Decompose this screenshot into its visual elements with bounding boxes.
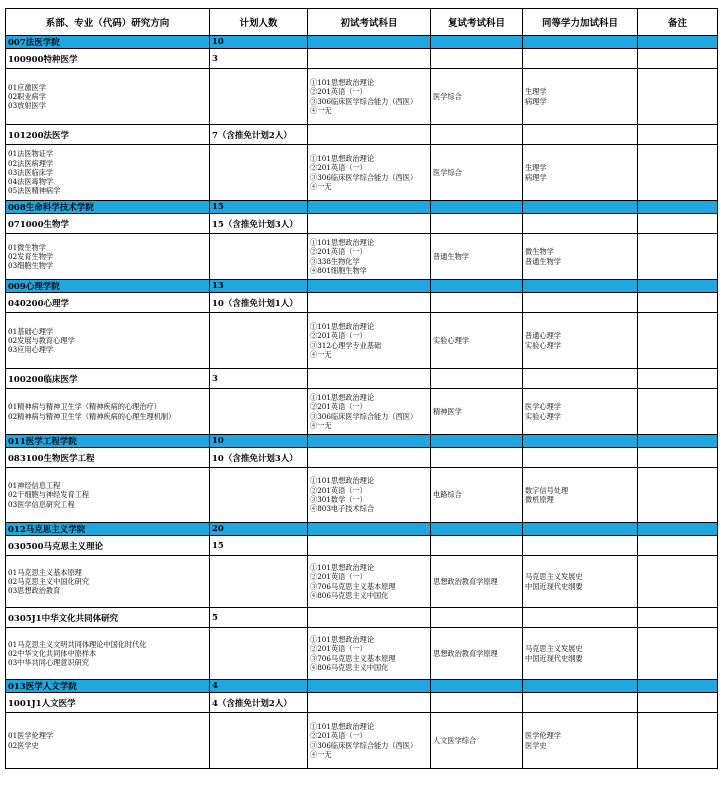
major-empty-cell <box>308 293 431 313</box>
extra-item: 病理学 <box>525 96 547 106</box>
major-empty-cell <box>523 49 638 69</box>
school-quota: 10 <box>210 435 308 448</box>
school-empty-cell <box>523 680 638 693</box>
quota-empty-cell <box>210 389 308 435</box>
major-row <box>6 293 718 313</box>
major-empty-cell <box>308 693 431 713</box>
major-empty-cell <box>308 536 431 556</box>
major-empty-cell <box>523 448 638 468</box>
quota-empty-cell <box>210 313 308 369</box>
direction-item: 02法医病理学 <box>8 158 54 168</box>
major-empty-cell <box>523 293 638 313</box>
school-empty-cell <box>638 680 718 693</box>
extra-item: 实验心理学 <box>525 411 561 421</box>
extra-exam-subjects <box>523 468 638 523</box>
major-empty-cell <box>308 125 431 145</box>
direction-item: 01马克思主义文明共同体理论中国化时代化 <box>8 639 147 649</box>
direction-item: 01医学伦理学 <box>8 731 54 741</box>
table-body <box>6 36 718 769</box>
major-empty-cell <box>638 693 718 713</box>
exam-item: ②201英语（一） <box>310 485 367 495</box>
major-name: 101200法医学 <box>6 125 210 145</box>
school-quota: 13 <box>210 280 308 293</box>
major-empty-cell <box>431 125 523 145</box>
research-directions <box>6 556 210 608</box>
school-quota: 15 <box>210 201 308 214</box>
remarks-cell <box>638 313 718 369</box>
detail-row <box>6 145 718 201</box>
school-name: 009心理学院 <box>6 280 210 293</box>
school-empty-cell <box>523 280 638 293</box>
exam-item: ①101思想政治理论 <box>310 153 375 163</box>
initial-exam-subjects <box>308 468 431 523</box>
extra-item: 病理学 <box>525 172 547 182</box>
school-quota: 4 <box>210 680 308 693</box>
research-directions <box>6 313 210 369</box>
school-empty-cell <box>431 435 523 448</box>
quota-empty-cell <box>210 145 308 201</box>
exam-item: ③312心理学专业基础 <box>310 340 382 350</box>
direction-item: 01微生物学 <box>8 242 46 252</box>
extra-exam-subjects <box>523 713 638 769</box>
school-empty-cell <box>308 680 431 693</box>
direction-item: 01马克思主义基本原理 <box>8 567 82 577</box>
major-empty-cell <box>638 293 718 313</box>
direction-item: 03思想政治教育 <box>8 586 61 596</box>
major-row <box>6 693 718 713</box>
school-empty-cell <box>638 435 718 448</box>
major-name: 1001J1人文医学 <box>6 693 210 713</box>
exam-item: ②201英语（一） <box>310 731 367 741</box>
retest-subject: 思想政治教育学原理 <box>431 628 523 680</box>
remarks-cell <box>638 468 718 523</box>
major-empty-cell <box>638 214 718 234</box>
school-empty-cell <box>431 280 523 293</box>
detail-row <box>6 234 718 280</box>
quota-empty-cell <box>210 713 308 769</box>
extra-item: 医学史 <box>525 740 547 750</box>
exam-item: ④一无 <box>310 105 332 115</box>
school-empty-cell <box>308 435 431 448</box>
school-row <box>6 523 718 536</box>
exam-item: ①101思想政治理论 <box>310 634 375 644</box>
major-name: 030500马克思主义理论 <box>6 536 210 556</box>
school-empty-cell <box>308 36 431 49</box>
extra-item: 普通心理学 <box>525 331 561 341</box>
major-empty-cell <box>431 536 523 556</box>
extra-item: 实验心理学 <box>525 340 561 350</box>
major-empty-cell <box>523 214 638 234</box>
exam-item: ④803电子技术综合 <box>310 504 375 514</box>
major-row <box>6 214 718 234</box>
extra-exam-subjects <box>523 69 638 125</box>
extra-item: 数字信号处理 <box>525 485 569 495</box>
major-quota: 3 <box>210 369 308 389</box>
initial-exam-subjects <box>308 556 431 608</box>
major-quota: 10（含推免计划1人） <box>210 293 308 313</box>
major-name: 100900特种医学 <box>6 49 210 69</box>
major-empty-cell <box>523 536 638 556</box>
school-row <box>6 201 718 214</box>
major-row <box>6 49 718 69</box>
school-name: 012马克思主义学院 <box>6 523 210 536</box>
exam-item: ④一无 <box>310 181 332 191</box>
exam-item: ②201英语（一） <box>310 87 367 97</box>
research-directions <box>6 628 210 680</box>
direction-item: 02医学史 <box>8 740 39 750</box>
extra-exam-subjects <box>523 145 638 201</box>
direction-item: 02干细胞与神经发育工程 <box>8 490 90 500</box>
direction-item: 03法医临床学 <box>8 167 54 177</box>
direction-item: 02马克思主义中国化研究 <box>8 576 90 586</box>
initial-exam-subjects <box>308 234 431 280</box>
exam-item: ①101思想政治理论 <box>310 476 375 486</box>
major-quota: 4（含推免计划2人） <box>210 693 308 713</box>
exam-item: ②201英语（一） <box>310 572 367 582</box>
extra-item: 生理学 <box>525 87 547 97</box>
exam-item: ②201英语（一） <box>310 644 367 654</box>
major-empty-cell <box>523 608 638 628</box>
header-initial-exam: 初试考试科目 <box>308 9 431 36</box>
remarks-cell <box>638 234 718 280</box>
header-row <box>6 9 718 36</box>
remarks-cell <box>638 556 718 608</box>
extra-item: 普通生物学 <box>525 256 561 266</box>
major-name: 071000生物学 <box>6 214 210 234</box>
exam-item: ④806马克思主义中国化 <box>310 590 389 600</box>
school-empty-cell <box>431 680 523 693</box>
exam-item: ②201英语（一） <box>310 163 367 173</box>
major-empty-cell <box>308 369 431 389</box>
header-remarks: 备注 <box>638 9 718 36</box>
extra-exam-subjects <box>523 556 638 608</box>
exam-item: ④806马克思主义中国化 <box>310 662 389 672</box>
quota-empty-cell <box>210 628 308 680</box>
extra-item: 中国近现代史纲要 <box>525 653 583 663</box>
direction-item: 02发育生物学 <box>8 251 54 261</box>
school-row <box>6 435 718 448</box>
header-retest: 复试考试科目 <box>431 9 523 36</box>
extra-item: 微生物学 <box>525 247 554 257</box>
school-empty-cell <box>308 201 431 214</box>
school-name: 011医学工程学院 <box>6 435 210 448</box>
major-quota: 3 <box>210 49 308 69</box>
exam-item: ②201英语（一） <box>310 247 367 257</box>
school-empty-cell <box>638 36 718 49</box>
retest-subject: 电路综合 <box>431 468 523 523</box>
major-quota: 15（含推免计划3人） <box>210 214 308 234</box>
exam-item: ①101思想政治理论 <box>310 237 375 247</box>
major-empty-cell <box>523 125 638 145</box>
school-empty-cell <box>638 280 718 293</box>
extra-exam-subjects <box>523 234 638 280</box>
initial-exam-subjects <box>308 389 431 435</box>
major-empty-cell <box>431 369 523 389</box>
direction-item: 02精神病与精神卫生学（精神疾病的心理生理机制） <box>8 411 176 421</box>
exam-item: ②201英语（一） <box>310 331 367 341</box>
initial-exam-subjects <box>308 145 431 201</box>
exam-item: ②201英语（一） <box>310 402 367 412</box>
quota-empty-cell <box>210 468 308 523</box>
major-empty-cell <box>638 536 718 556</box>
major-empty-cell <box>638 369 718 389</box>
remarks-cell <box>638 628 718 680</box>
school-empty-cell <box>523 201 638 214</box>
direction-item: 01应激医学 <box>8 82 46 92</box>
major-quota: 5 <box>210 608 308 628</box>
detail-row <box>6 556 718 608</box>
extra-exam-subjects <box>523 628 638 680</box>
retest-subject: 人文医学综合 <box>431 713 523 769</box>
school-empty-cell <box>308 523 431 536</box>
detail-row <box>6 713 718 769</box>
school-row <box>6 680 718 693</box>
major-row <box>6 369 718 389</box>
research-directions <box>6 145 210 201</box>
research-directions <box>6 468 210 523</box>
major-empty-cell <box>431 49 523 69</box>
exam-item: ①101思想政治理论 <box>310 77 375 87</box>
remarks-cell <box>638 69 718 125</box>
direction-item: 05法医精神病学 <box>8 186 61 196</box>
extra-item: 医学心理学 <box>525 402 561 412</box>
quota-empty-cell <box>210 69 308 125</box>
exam-item: ①101思想政治理论 <box>310 562 375 572</box>
exam-item: ③306临床医学综合能力（西医） <box>310 411 418 421</box>
direction-item: 02发展与教育心理学 <box>8 335 75 345</box>
exam-item: ①101思想政治理论 <box>310 721 375 731</box>
retest-subject: 思想政治教育学原理 <box>431 556 523 608</box>
school-empty-cell <box>523 523 638 536</box>
school-quota: 10 <box>210 36 308 49</box>
direction-item: 02中华文化共同体中原样本 <box>8 648 97 658</box>
school-empty-cell <box>523 36 638 49</box>
major-row <box>6 536 718 556</box>
extra-item: 生理学 <box>525 163 547 173</box>
exam-item: ④一无 <box>310 420 332 430</box>
research-directions <box>6 234 210 280</box>
initial-exam-subjects <box>308 69 431 125</box>
header-quota: 计划人数 <box>210 9 308 36</box>
exam-item: ④一无 <box>310 749 332 759</box>
header-direction: 系部、专业（代码）研究方向 <box>6 9 210 36</box>
major-empty-cell <box>431 693 523 713</box>
direction-item: 03放射医学 <box>8 101 46 111</box>
major-row <box>6 608 718 628</box>
major-name: 0305J1中华文化共同体研究 <box>6 608 210 628</box>
enrollment-table <box>5 8 718 769</box>
direction-item: 01精神病与精神卫生学（精神疾病的心理治疗） <box>8 402 161 412</box>
school-empty-cell <box>431 523 523 536</box>
extra-exam-subjects <box>523 313 638 369</box>
direction-item: 01神经信息工程 <box>8 481 61 491</box>
exam-item: ③706马克思主义基本原理 <box>310 653 396 663</box>
school-row <box>6 36 718 49</box>
major-empty-cell <box>523 693 638 713</box>
extra-item: 马克思主义发展史 <box>525 572 583 582</box>
exam-item: ③301数学（一） <box>310 495 367 504</box>
exam-item: ①101思想政治理论 <box>310 392 375 402</box>
exam-item: ③338生物化学 <box>310 256 360 266</box>
quota-empty-cell <box>210 556 308 608</box>
major-empty-cell <box>308 49 431 69</box>
major-quota: 7（含推免计划2人） <box>210 125 308 145</box>
school-empty-cell <box>523 435 638 448</box>
major-name: 040200心理学 <box>6 293 210 313</box>
school-empty-cell <box>431 201 523 214</box>
major-empty-cell <box>431 293 523 313</box>
initial-exam-subjects <box>308 628 431 680</box>
major-empty-cell <box>431 608 523 628</box>
exam-item: ①101思想政治理论 <box>310 321 375 331</box>
quota-empty-cell <box>210 234 308 280</box>
exam-item: ③306临床医学综合能力（西医） <box>310 172 418 182</box>
major-name: 083100生物医学工程 <box>6 448 210 468</box>
major-quota: 10（含推免计划3人） <box>210 448 308 468</box>
direction-item: 01基础心理学 <box>8 326 54 336</box>
major-name: 100200临床医学 <box>6 369 210 389</box>
extra-item: 医学伦理学 <box>525 731 561 741</box>
remarks-cell <box>638 713 718 769</box>
exam-item: ④一无 <box>310 349 332 359</box>
school-quota: 20 <box>210 523 308 536</box>
retest-subject: 实验心理学 <box>431 313 523 369</box>
major-row <box>6 448 718 468</box>
header-extra-exam: 同等学力加试科目 <box>523 9 638 36</box>
direction-item: 04法医毒物学 <box>8 177 54 187</box>
retest-subject: 医学综合 <box>431 69 523 125</box>
major-quota: 15 <box>210 536 308 556</box>
remarks-cell <box>638 145 718 201</box>
direction-item: 03医学信息研究工程 <box>8 499 75 509</box>
major-empty-cell <box>638 608 718 628</box>
retest-subject: 精神医学 <box>431 389 523 435</box>
initial-exam-subjects <box>308 313 431 369</box>
school-empty-cell <box>308 280 431 293</box>
school-row <box>6 280 718 293</box>
major-row <box>6 125 718 145</box>
direction-item: 03中华共同心理意识研究 <box>8 658 90 668</box>
retest-subject: 普通生物学 <box>431 234 523 280</box>
extra-item: 中国近现代史纲要 <box>525 581 583 591</box>
major-empty-cell <box>638 49 718 69</box>
detail-row <box>6 389 718 435</box>
detail-row <box>6 69 718 125</box>
research-directions <box>6 713 210 769</box>
exam-item: ④801细胞生物学 <box>310 265 367 275</box>
research-directions <box>6 389 210 435</box>
retest-subject: 医学综合 <box>431 145 523 201</box>
detail-row <box>6 628 718 680</box>
exam-item: ③706马克思主义基本原理 <box>310 581 396 591</box>
school-name: 008生命科学技术学院 <box>6 201 210 214</box>
major-empty-cell <box>638 448 718 468</box>
direction-item: 02职业病学 <box>8 91 46 101</box>
school-empty-cell <box>638 201 718 214</box>
direction-item: 03应用心理学 <box>8 345 54 355</box>
exam-item: ③306临床医学综合能力（西医） <box>310 96 418 106</box>
school-name: 007法医学院 <box>6 36 210 49</box>
extra-item: 微机原理 <box>525 495 554 504</box>
major-empty-cell <box>308 608 431 628</box>
exam-item: ③306临床医学综合能力（西医） <box>310 740 418 750</box>
detail-row <box>6 313 718 369</box>
remarks-cell <box>638 389 718 435</box>
detail-row <box>6 468 718 523</box>
major-empty-cell <box>638 125 718 145</box>
major-empty-cell <box>431 448 523 468</box>
research-directions <box>6 69 210 125</box>
direction-item: 03细胞生物学 <box>8 261 54 271</box>
major-empty-cell <box>523 369 638 389</box>
extra-item: 马克思主义发展史 <box>525 644 583 654</box>
initial-exam-subjects <box>308 713 431 769</box>
major-empty-cell <box>308 214 431 234</box>
school-name: 013医学人文学院 <box>6 680 210 693</box>
school-empty-cell <box>638 523 718 536</box>
direction-item: 01法医物证学 <box>8 149 54 159</box>
major-empty-cell <box>308 448 431 468</box>
school-empty-cell <box>431 36 523 49</box>
extra-exam-subjects <box>523 389 638 435</box>
major-empty-cell <box>431 214 523 234</box>
